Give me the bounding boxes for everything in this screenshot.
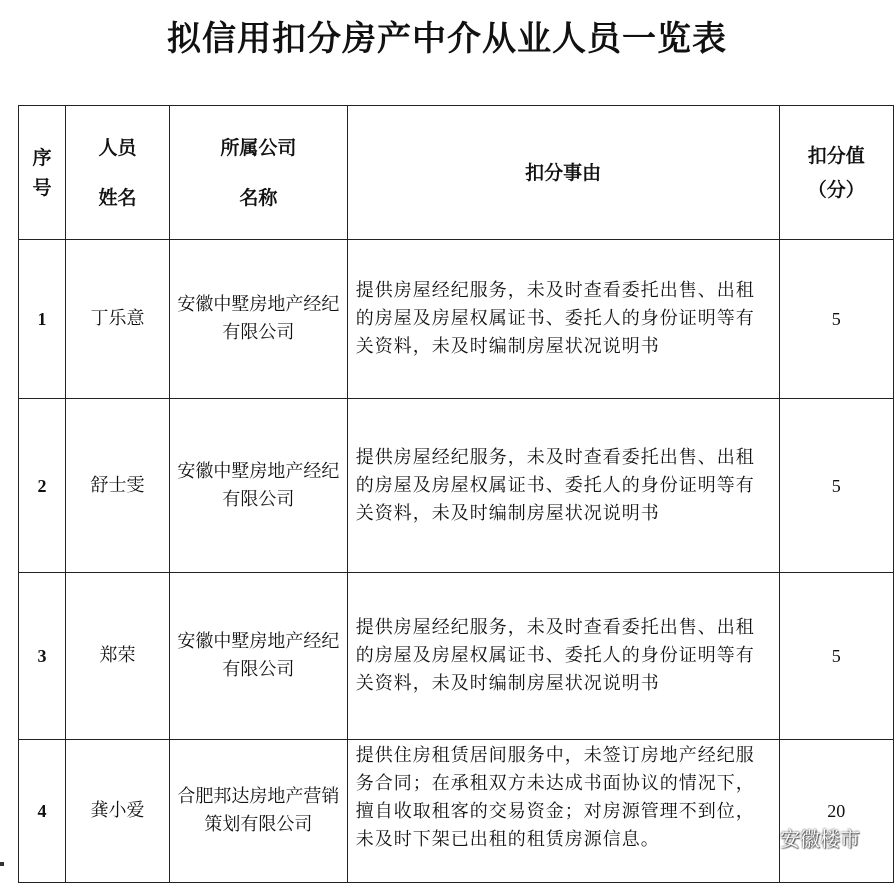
row-seq: 1 <box>19 240 66 399</box>
header-points-line2: （分） <box>807 178 865 201</box>
header-points <box>779 106 893 240</box>
edge-mark <box>0 862 4 866</box>
header-company-line1: 所属公司 <box>220 136 297 159</box>
row-seq: 2 <box>19 399 66 573</box>
header-name-line2: 姓名 <box>98 186 137 209</box>
row-reason: 提供房屋经纪服务，未及时查看委托出售、出租的房屋及房屋权属证书、委托人的身份证明等有关资料，未及时编制房屋状况说明书 <box>347 399 779 573</box>
row-seq: 4 <box>19 740 66 883</box>
row-name: 舒士雯 <box>65 399 169 573</box>
watermark <box>748 820 860 854</box>
deduction-table <box>18 105 894 883</box>
table-row <box>19 399 894 573</box>
row-company: 安徽中墅房地产经纪有限公司 <box>170 399 348 573</box>
table-row <box>19 240 894 399</box>
watermark-text: 安徽楼市 <box>780 826 860 851</box>
table-header-row <box>19 106 894 240</box>
row-seq: 3 <box>19 573 66 740</box>
wechat-icon <box>748 825 776 849</box>
row-points: 5 <box>779 573 893 740</box>
page-title: 拟信用扣分房产中介从业人员一览表 <box>167 19 727 59</box>
row-reason: 提供房屋经纪服务，未及时查看委托出售、出租的房屋及房屋权属证书、委托人的身份证明等有关资料，未及时编制房屋状况说明书 <box>347 573 779 740</box>
row-company: 安徽中墅房地产经纪有限公司 <box>170 240 348 399</box>
row-name: 郑荣 <box>65 573 169 740</box>
table-row <box>19 740 894 883</box>
table-row <box>19 573 894 740</box>
header-company <box>170 106 348 240</box>
row-points: 5 <box>779 399 893 573</box>
row-name: 丁乐意 <box>65 240 169 399</box>
row-points: 20 <box>779 740 893 883</box>
row-company: 合肥邦达房地产营销策划有限公司 <box>170 740 348 883</box>
header-company-line2: 名称 <box>239 186 278 209</box>
header-reason: 扣分事由 <box>347 106 779 240</box>
row-name: 龚小爱 <box>65 740 169 883</box>
header-points-line1: 扣分值 <box>807 144 865 167</box>
row-reason: 提供住房租赁居间服务中，未签订房地产经纪服务合同；在承租双方未达成书面协议的情况下，擅自收取租客的交易资金；对房源管理不到位，未及时下架已出租的租赁房源信息。 <box>347 740 779 883</box>
header-name-line1: 人员 <box>98 136 137 159</box>
row-reason: 提供房屋经纪服务，未及时查看委托出售、出租的房屋及房屋权属证书、委托人的身份证明等有关资料，未及时编制房屋状况说明书 <box>347 240 779 399</box>
header-name <box>65 106 169 240</box>
header-seq-label: 序号 <box>32 146 52 199</box>
row-points: 5 <box>779 240 893 399</box>
header-seq <box>19 106 66 240</box>
row-company: 安徽中墅房地产经纪有限公司 <box>170 573 348 740</box>
